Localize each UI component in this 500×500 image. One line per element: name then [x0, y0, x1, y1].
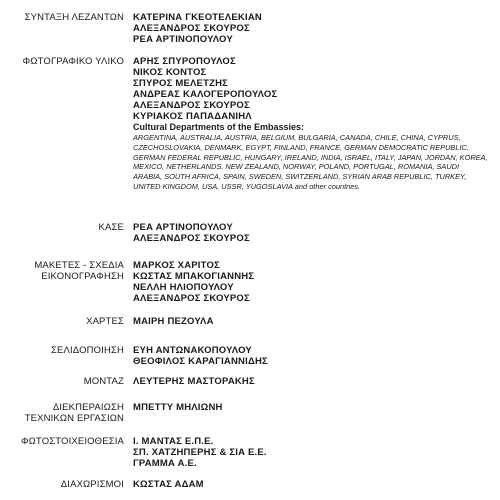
role-label-line: ΤΕΧΝΙΚΩΝ ΕΡΓΑΣΙΩΝ	[24, 413, 124, 424]
names-block	[133, 436, 488, 469]
role-label: ΣΕΛΙΔΟΠΟΙΗΣΗ	[50, 345, 124, 356]
person-name: ΚΩΣΤΑΣ ΑΔΑΜ	[133, 479, 204, 490]
role-label: ΦΩΤΟΣΤΟΙΧΕΙΟΘΕΣΙΑ	[20, 436, 124, 447]
person-name: Ι. ΜΑΝΤΑΣ Ε.Π.Ε.	[133, 436, 214, 447]
person-name: ΡΕΑ ΑΡΤΙΝΟΠΟΥΛΟΥ	[133, 34, 233, 45]
person-name: ΜΠΕΤΤΥ ΜΗΛΙΩΝΗ	[133, 402, 223, 413]
person-name: ΛΕΥΤΕΡΗΣ ΜΑΣΤΟΡΑΚΗΣ	[133, 376, 255, 387]
person-name: ΡΕΑ ΑΡΤΙΝΟΠΟΥΛΟΥ	[133, 222, 233, 233]
person-name: ΜΑΡΚΟΣ ΧΑΡΙΤΟΣ	[133, 260, 220, 271]
person-name: ΑΛΕΞΑΝΔΡΟΣ ΣΚΟΥΡΟΣ	[133, 233, 250, 244]
role-label: ΦΩΤΟΓΡΑΦΙΚΟ ΥΛΙΚΟ	[22, 56, 124, 67]
person-name: ΣΠΥΡΟΣ ΜΕΛΕΤΖΗΣ	[133, 78, 229, 89]
person-name: ΑΛΕΞΑΝΔΡΟΣ ΣΚΟΥΡΟΣ	[133, 23, 250, 34]
role-label: ΜΟΝΤΑΖ	[83, 376, 124, 387]
role-label: ΣΥΝΤΑΞΗ ΛΕΖΑΝΤΩΝ	[24, 12, 124, 23]
names-block	[133, 316, 488, 327]
role-label	[34, 260, 124, 282]
names-block	[133, 12, 488, 45]
names-block	[133, 260, 488, 304]
person-name: ΑΡΗΣ ΣΠΥΡΟΠΟΥΛΟΣ	[133, 56, 236, 67]
embassies-heading: Cultural Departments of the Embassies:	[133, 122, 305, 132]
person-name: ΣΠ. ΧΑΤΖΗΠΕΡΗΣ & ΣΙΑ Ε.Ε.	[133, 447, 267, 458]
role-label-line: ΜΑΚΕΤΕΣ - ΣΧΕΔΙΑ	[34, 260, 124, 271]
role-label	[25, 402, 124, 424]
person-name: ΝΕΛΛΗ ΗΛΙΟΠΟΥΛΟΥ	[133, 282, 234, 293]
role-label: ΧΑΡΤΕΣ	[86, 316, 124, 327]
names-block	[133, 479, 488, 490]
names-block	[133, 222, 488, 244]
names-block	[133, 402, 488, 413]
person-name: ΚΩΣΤΑΣ ΜΠΑΚΟΓΙΑΝΝΗΣ	[133, 271, 255, 282]
person-name: ΚΑΤΕΡΙΝΑ ΓΚΕΟΤΕΛΕΚΙΑΝ	[133, 12, 262, 23]
person-name: ΜΑΙΡΗ ΠΕΖΟΥΛΑ	[133, 316, 214, 327]
names-block	[133, 56, 488, 192]
person-name: ΝΙΚΟΣ ΚΟΝΤΟΣ	[133, 67, 207, 78]
role-label: ΚΑΣΕ	[98, 222, 124, 233]
person-name: ΑΝΔΡΕΑΣ ΚΑΛΟΓΕΡΟΠΟΥΛΟΣ	[133, 89, 278, 100]
person-name: ΚΥΡΙΑΚΟΣ ΠΑΠΑΔΑΝΙΗΛ	[133, 111, 252, 122]
role-label-line: ΔΙΕΚΠΕΡΑΙΩΣΗ	[52, 402, 124, 413]
names-block	[133, 376, 488, 387]
person-name: ΑΛΕΞΑΝΔΡΟΣ ΣΚΟΥΡΟΣ	[133, 293, 250, 304]
person-name: ΓΡΑΜΜΑ Α.Ε.	[133, 458, 197, 469]
role-label-line: ΕΙΚΟΝΟΓΡΑΦΗΣΗ	[41, 271, 124, 282]
person-name: ΕΥΗ ΑΝΤΩΝΑΚΟΠΟΥΛΟΥ	[133, 345, 252, 356]
names-block	[133, 345, 488, 367]
person-name: ΑΛΕΞΑΝΔΡΟΣ ΣΚΟΥΡΟΣ	[133, 100, 250, 111]
embassies-country-list: ARGENTINA, AUSTRALIA, AUSTRIA, BELGIUM, BULGARIA, CANADA, CHILE, CHINA, CYPRUS, CZECHOSLOVAKIA, DENMARK, EGYPT, FINLAND, FRANCE, GERMAN DEMOCRATIC REPUBLIC, GERMAN FEDERAL REPUBLIC, HUNGARY, IRELAND, INDIA, ISRAEL, ITALY, JAPAN, JORDAN, KOREA, MEXICO, NETHERLANDS, NEW ZEALAND, NORWAY, POLAND, PORTUGAL, ROMANIA, SAUDI ARABIA, SOUTH AFRICA, SPAIN, SWEDEN, SWITZERLAND, SYRIAN ARAB REPUBLIC, TURKEY, UNITED KINGDOM, USA, USSR, YUGOSLAVIA and other countries.	[133, 133, 488, 191]
person-name: ΘΕΟΦΙΛΟΣ ΚΑΡΑΓΙΑΝΝΙΔΗΣ	[133, 356, 268, 367]
role-label: ΔΙΑΧΩΡΙΣΜΟΙ	[60, 479, 124, 490]
